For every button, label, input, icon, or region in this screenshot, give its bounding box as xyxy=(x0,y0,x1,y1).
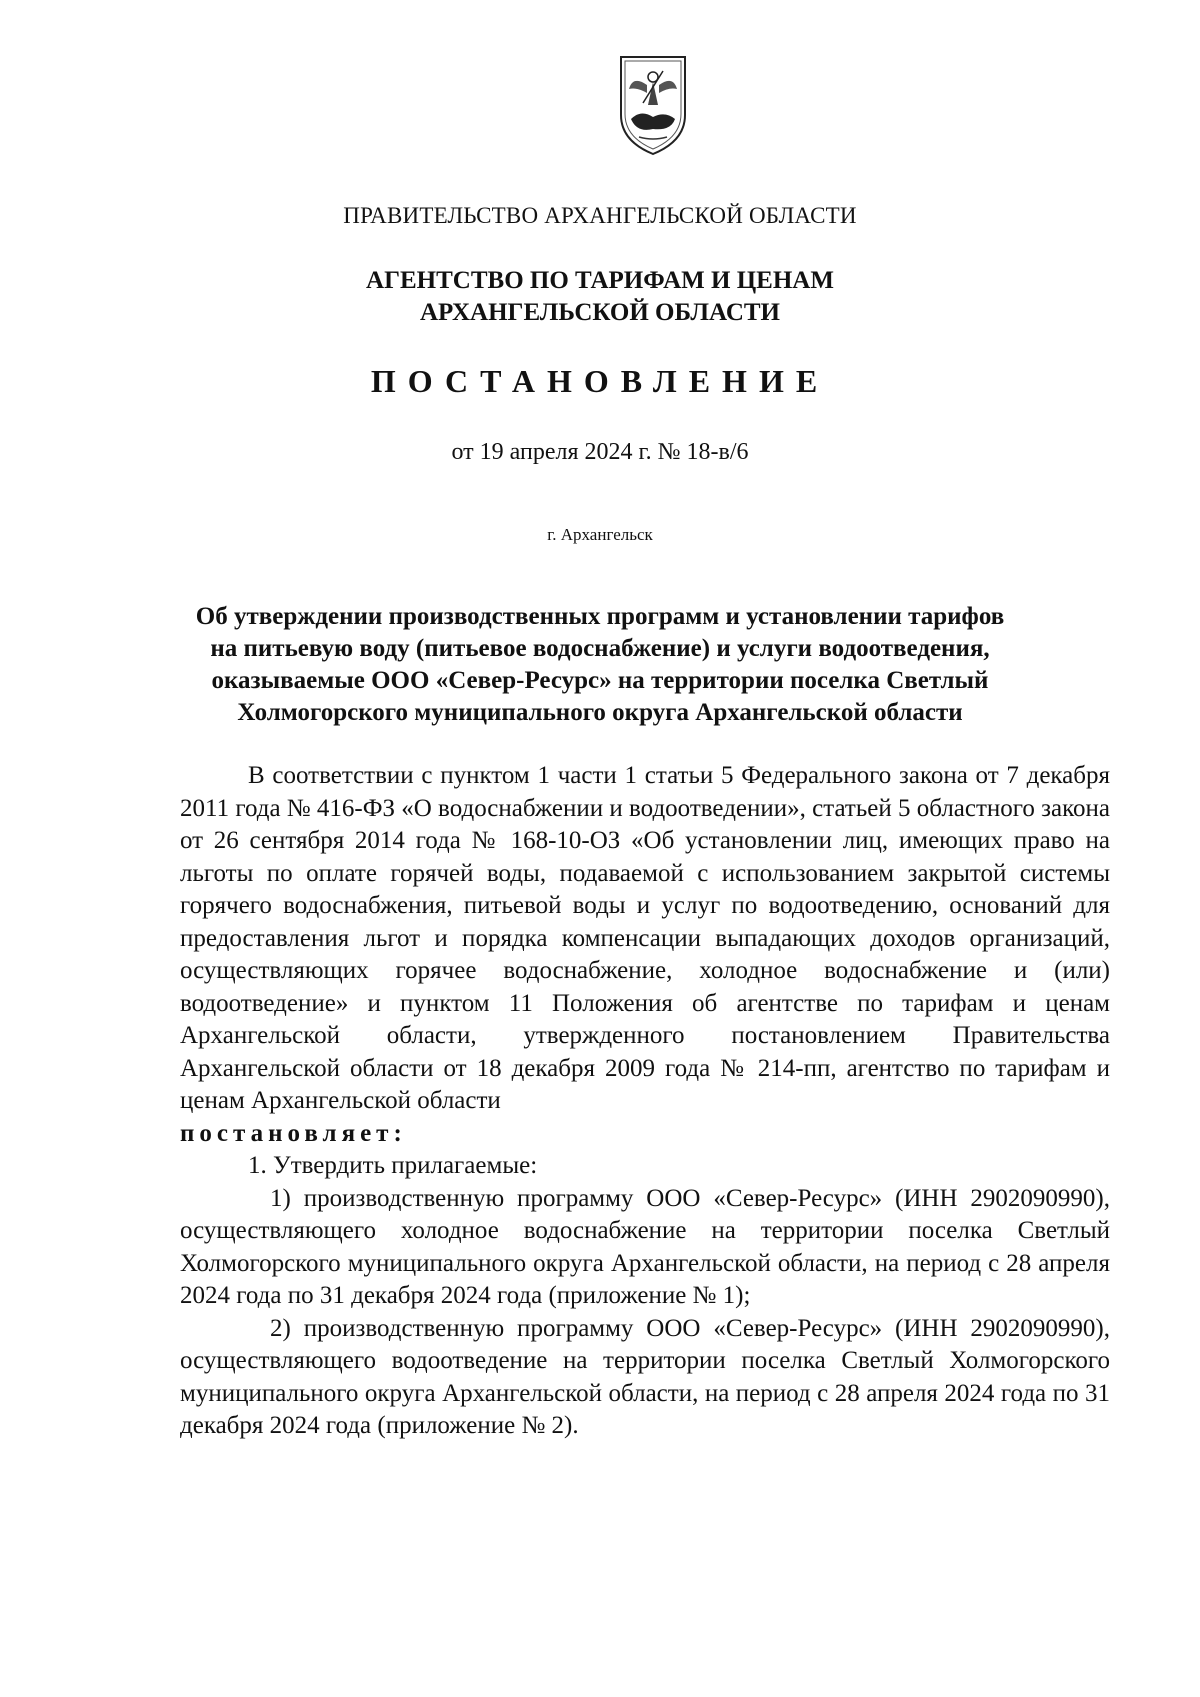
agency-name xyxy=(0,265,1200,329)
preamble-paragraph: В соответствии с пунктом 1 части 1 статьи 5 Федерального закона от 7 декабря 2011 года № 416-ФЗ «О водоснабжении и водоотведении», статьей 5 областного закона от 26 сентября 2014 года № 168-10-ОЗ «Об установлении лиц, имеющих право на льготы по оплате горячей воды, подаваемой с использованием закрытой системы горячего водоснабжения, питьевой воды и услуг по водоотведению, оснований для предоставления льгот и порядка компенсации выпадающих доходов организаций, осуществляющих горячее водоснабжение, холодное водоснабжение и (или) водоотведение» и пунктом 11 Положения об агентстве по тарифам и ценам Архангельской области, утвержденного постановлением Правительства Архангельской области от 18 декабря 2009 года № 214-пп, агентство по тарифам и ценам Архангельской области xyxy=(180,762,1110,1114)
title-line4: Холмогорского муниципального округа Архангельской области xyxy=(237,699,963,726)
agency-name-line2: АРХАНГЕЛЬСКОЙ ОБЛАСТИ xyxy=(420,299,780,326)
resolves-word xyxy=(180,1118,1110,1151)
document-city: г. Архангельск xyxy=(547,525,653,544)
document-date-number: от 19 апреля 2024 г. № 18-в/6 xyxy=(451,439,749,465)
government-name: ПРАВИТЕЛЬСТВО АРХАНГЕЛЬСКОЙ ОБЛАСТИ xyxy=(343,203,857,228)
document-title xyxy=(0,601,1200,729)
item-1: 1. Утвердить прилагаемые: xyxy=(248,1152,538,1179)
document-body xyxy=(180,760,1110,1443)
item-1-2: 2) производственную программу ООО «Север-Ресурс» (ИНН 2902090990), осуществляющего водоотведение на территории поселка Светлый Холмогорского муниципального округа Архангельской области, на период с 28 апреля 2024 года по 31 декабря 2024 года (приложение № 2). xyxy=(180,1314,1110,1439)
item-1-1: 1) производственную программу ООО «Север-Ресурс» (ИНН 2902090990), осуществляющего холодное водоснабжение на территории поселка Светлый Холмогорского муниципального округа Архангельской области, на период с 28 апреля 2024 года по 31 декабря 2024 года (приложение № 1); xyxy=(180,1184,1110,1309)
agency-name-line1: АГЕНТСТВО ПО ТАРИФАМ И ЦЕНАМ xyxy=(366,267,834,294)
coat-of-arms-icon xyxy=(617,53,689,158)
document-type: ПОСТАНОВЛЕНИЕ xyxy=(370,363,830,399)
title-line1: Об утверждении производственных программ и установлении тарифов xyxy=(195,603,1005,630)
title-line2: на питьевую воду (питьевое водоснабжение) и услуги водоотведения, xyxy=(210,635,990,662)
title-line3: оказываемые ООО «Север-Ресурс» на территории поселка Светлый xyxy=(211,667,989,694)
resolves-text: постановляет: xyxy=(180,1119,407,1147)
